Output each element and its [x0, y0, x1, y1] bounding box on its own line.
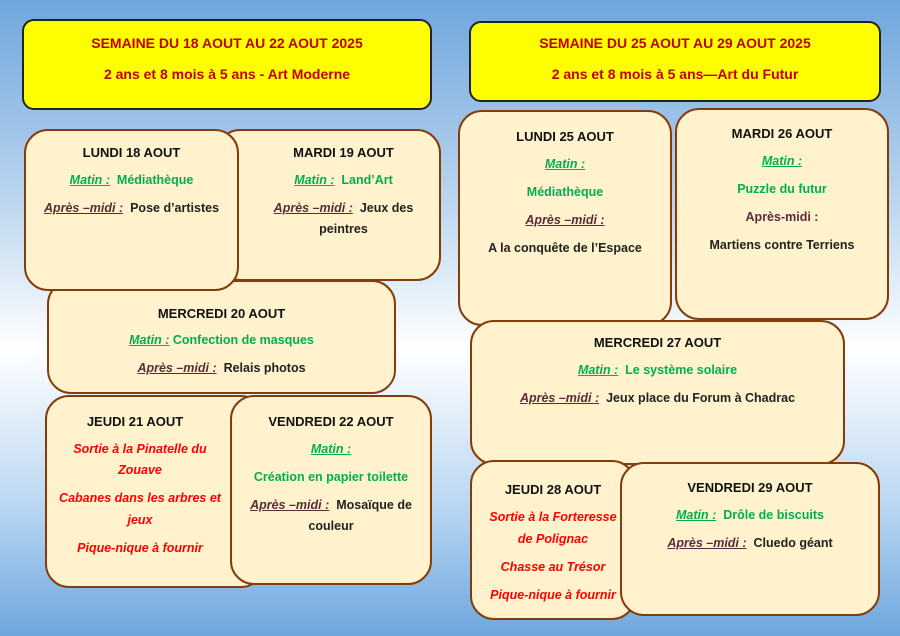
afternoon-activity: Jeux des — [359, 201, 414, 215]
afternoon-activity: A la conquête de l’Espace — [488, 241, 642, 255]
day-box-friday-29 — [620, 462, 880, 616]
morning-activity: Drôle de biscuits — [723, 508, 824, 522]
activity-line-3: Chasse au Trésor — [500, 560, 606, 574]
afternoon-label: Après –midi : — [667, 536, 747, 550]
activity-line-3: Cabanes dans les arbres et — [59, 491, 221, 505]
afternoon-activity: Mosaïque de — [336, 498, 412, 512]
day-title: VENDREDI 22 AOUT — [268, 414, 394, 429]
week1-subtitle: 2 ans et 8 mois à 5 ans - Art Moderne — [103, 66, 351, 82]
morning-activity: Médiathèque — [526, 185, 604, 199]
day-box-wednesday-27 — [470, 320, 845, 465]
week2-header — [469, 21, 881, 102]
morning-line — [248, 173, 439, 188]
afternoon-label: Après –midi : — [525, 213, 605, 227]
day-box-friday-22 — [230, 395, 432, 585]
morning-label: Matin : — [676, 508, 717, 522]
activity-line-4: Pique-nique à fournir — [490, 588, 616, 602]
activity-line-1: Sortie à la Forteresse — [489, 510, 617, 524]
activity-line-1: Sortie à la Pinatelle du — [73, 442, 207, 456]
day-title: MARDI 19 AOUT — [293, 145, 394, 160]
morning-activity: Puzzle du futur — [737, 182, 827, 196]
morning-label: Matin : — [69, 173, 110, 187]
afternoon-line — [472, 391, 843, 406]
day-box-monday-18 — [24, 129, 239, 291]
day-title: LUNDI 18 AOUT — [82, 145, 181, 160]
morning-label: Matin : — [294, 173, 335, 187]
morning-label: Matin : — [544, 157, 586, 171]
morning-activity: Le système solaire — [625, 363, 738, 377]
morning-line — [26, 173, 237, 188]
activity-line-2: Zouave — [118, 463, 162, 477]
afternoon-activity: Relais photos — [223, 361, 306, 375]
afternoon-activity: Pose d’artistes — [130, 201, 220, 215]
morning-line — [622, 508, 878, 523]
morning-line — [677, 154, 887, 169]
afternoon-label: Après –midi : — [250, 498, 330, 512]
afternoon-line — [460, 213, 670, 228]
day-box-tuesday-19 — [216, 129, 441, 281]
day-box-wednesday-20 — [47, 280, 396, 394]
afternoon-line — [26, 201, 237, 216]
morning-line — [49, 333, 394, 348]
week1-header — [22, 19, 432, 110]
afternoon-activity-cont: peintres — [319, 222, 368, 236]
week2-title: SEMAINE DU 25 AOUT AU 29 AOUT 2025 — [539, 35, 811, 51]
morning-activity: Création en papier toilette — [253, 470, 409, 484]
day-box-tuesday-26 — [675, 108, 889, 320]
day-title: MARDI 26 AOUT — [731, 126, 833, 141]
afternoon-line — [622, 536, 878, 551]
day-title: MERCREDI 20 AOUT — [157, 306, 286, 321]
day-box-monday-25 — [458, 110, 672, 326]
activity-line-4: jeux — [127, 513, 153, 527]
day-box-thursday-28 — [470, 460, 636, 620]
morning-label: Matin : — [129, 333, 170, 347]
day-title: JEUDI 28 AOUT — [504, 482, 602, 497]
morning-line — [460, 157, 670, 172]
morning-activity: Médiathèque — [116, 173, 194, 187]
day-title: LUNDI 25 AOUT — [516, 129, 614, 144]
afternoon-line — [248, 201, 439, 216]
afternoon-activity: Jeux place du Forum à Chadrac — [606, 391, 796, 405]
morning-label: Matin : — [577, 363, 619, 377]
day-title: VENDREDI 29 AOUT — [687, 480, 813, 495]
morning-label: Matin : — [761, 154, 803, 168]
day-title: MERCREDI 27 AOUT — [593, 335, 722, 350]
week1-title: SEMAINE DU 18 AOUT AU 22 AOUT 2025 — [91, 35, 363, 51]
morning-label: Matin : — [310, 442, 352, 456]
morning-line — [472, 363, 843, 378]
afternoon-label: Après –midi : — [43, 201, 124, 215]
week2-subtitle: 2 ans et 8 mois à 5 ans—Art du Futur — [551, 66, 799, 82]
afternoon-label: Après-midi : — [745, 210, 819, 224]
afternoon-line — [677, 210, 887, 225]
day-title: JEUDI 21 AOUT — [86, 414, 184, 429]
afternoon-label: Après –midi : — [137, 361, 217, 375]
morning-activity: Land’Art — [341, 173, 393, 187]
activity-line-2: de Polignac — [517, 532, 589, 546]
afternoon-activity: Martiens contre Terriens — [709, 238, 855, 252]
afternoon-line — [232, 498, 430, 513]
morning-line — [232, 442, 430, 457]
afternoon-label: Après –midi : — [519, 391, 600, 405]
activity-line-5: Pique-nique à fournir — [77, 541, 203, 555]
morning-activity: Confection de masques — [172, 333, 314, 347]
afternoon-label: Après –midi : — [273, 201, 353, 215]
afternoon-activity: Cluedo géant — [753, 536, 833, 550]
afternoon-activity-cont: couleur — [308, 519, 354, 533]
afternoon-line — [49, 361, 394, 376]
